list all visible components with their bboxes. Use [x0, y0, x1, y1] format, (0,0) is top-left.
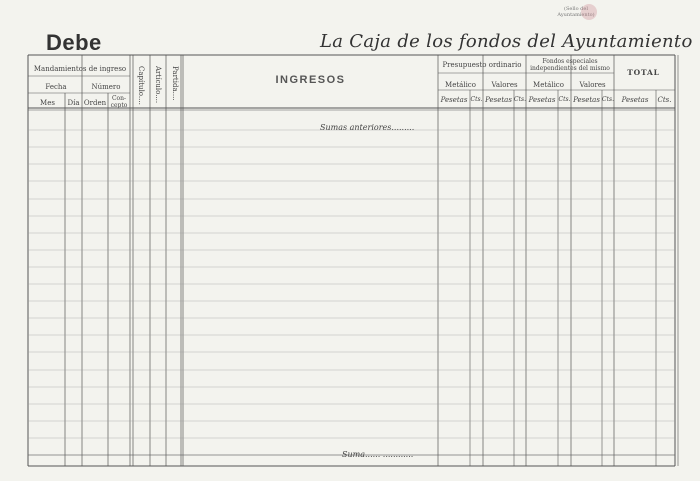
header-fondos-1: Fondos especiales — [542, 58, 598, 65]
header-metalico-2: Metálico — [533, 81, 564, 89]
header-cts-1: Cts. — [470, 96, 483, 103]
header-articulo: Artículo.... — [154, 66, 162, 104]
header-mandamientos: Mandamientos de ingreso — [33, 65, 127, 73]
suma-label: Suma...... ............ — [342, 450, 414, 459]
header-fecha: Fecha — [45, 83, 67, 91]
header-cts-total: Cts. — [657, 96, 672, 104]
header-presupuesto: Presupuesto ordinario — [442, 61, 522, 69]
header-pesetas-2: Pesetas — [485, 96, 512, 104]
header-pesetas-3: Pesetas — [528, 96, 556, 104]
header-metalico-1: Metálico — [445, 81, 476, 89]
header-orden: Orden — [83, 99, 107, 107]
header-concepto-2: cepto — [110, 102, 128, 109]
seal-label: (Sello del Ayuntamiento) — [557, 6, 595, 18]
ledger-heading: La Caja de los fondos del Ayuntamiento — [320, 31, 693, 52]
header-numero: Número — [91, 83, 121, 91]
header-partida: Partida.... — [171, 66, 179, 101]
header-cts-4: Cts. — [602, 96, 614, 103]
header-cts-2: Cts. — [514, 96, 526, 103]
header-ingresos: INGRESOS — [275, 74, 346, 86]
header-fondos-2: independientes del mismo — [530, 65, 610, 72]
page-title: Debe — [46, 30, 102, 55]
header-total: TOTAL — [627, 68, 660, 77]
header-pesetas-total: Pesetas — [621, 96, 649, 104]
sumas-anteriores-label: Sumas anteriores......... — [320, 123, 415, 132]
header-capitulo: Capítulo.... — [137, 66, 145, 105]
header-pesetas-1: Pesetas — [440, 96, 468, 104]
header-pesetas-4: Pesetas — [573, 96, 600, 104]
header-mes: Mes — [40, 99, 55, 107]
header-concepto-1: Con- — [111, 95, 127, 102]
header-dia: Día — [67, 99, 80, 107]
header-valores-1: Valores — [491, 81, 518, 89]
header-valores-2: Valores — [579, 81, 606, 89]
header-cts-3: Cts. — [558, 96, 571, 103]
